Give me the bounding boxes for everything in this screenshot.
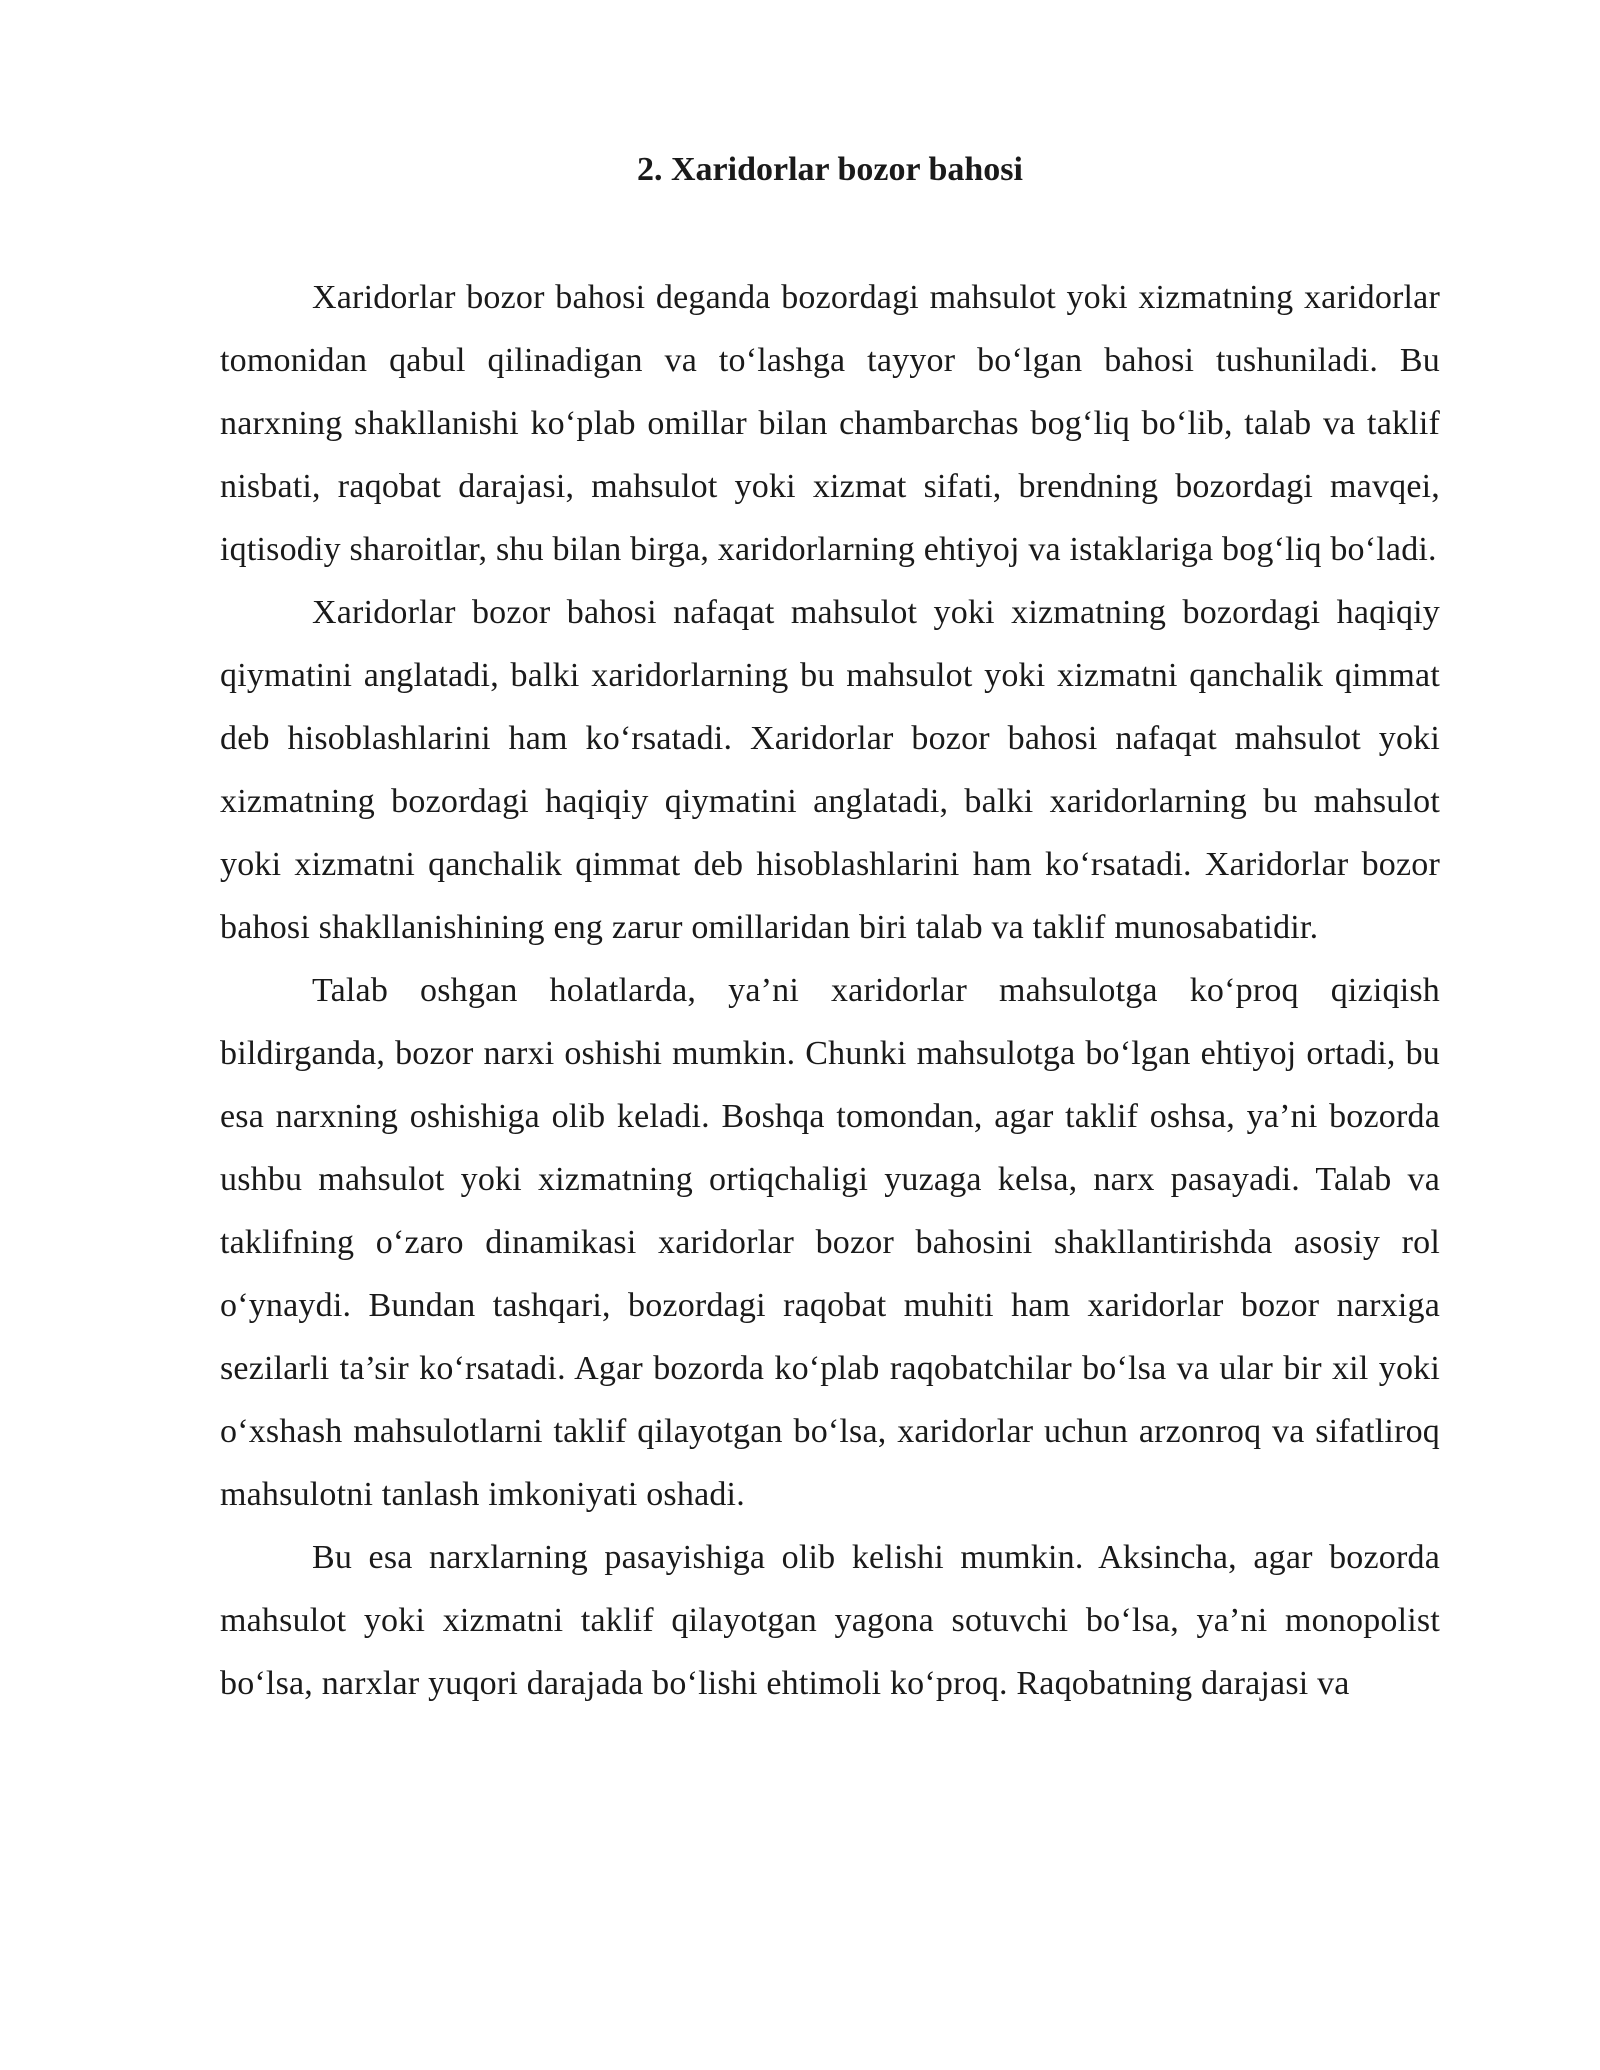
paragraph-2: Xaridorlar bozor bahosi nafaqat mahsulot yoki xizmatning bozordagi haqiqiy qiymatini anglatadi, balki xaridorlarning bu mahsulot yoki xizmatni qanchalik qimmat deb hisoblashlarini ham ko‘rsatadi. Xaridorlar bozor bahosi nafaqat mahsulot yoki xizmatning bozordagi haqiqiy qiymatini anglatadi, balki xaridorlarning bu mahsulot yoki xizmatni qanchalik qimmat deb hisoblashlarini ham ko‘rsatadi. Xaridorlar bozor bahosi shakllanishining eng zarur omillaridan biri talab va taklif munosabatidir. [220,594,1440,946]
document-page [220,140,1440,1715]
section-heading: 2. Xaridorlar bozor bahosi [637,151,1023,188]
paragraph-1: Xaridorlar bozor bahosi deganda bozordagi mahsulot yoki xizmatning xaridorlar tomonidan qabul qilinadigan va to‘lashga tayyor bo‘lgan bahosi tushuniladi. Bu narxning shakllanishi ko‘plab omillar bilan chambarchas bog‘liq bo‘lib, talab va taklif nisbati, raqobat darajasi, mahsulot yoki xizmat sifati, brendning bozordagi mavqei, iqtisodiy sharoitlar, shu bilan birga, xaridorlarning ehtiyoj va istaklariga bog‘liq bo‘ladi. [220,279,1440,568]
paragraph-4: Bu esa narxlarning pasayishiga olib kelishi mumkin. Aksincha, agar bozorda mahsulot yoki xizmatni taklif qilayotgan yagona sotuvchi bo‘lsa, ya’ni monopolist bo‘lsa, narxlar yuqori darajada bo‘lishi ehtimoli ko‘proq. Raqobatning darajasi va [220,1539,1440,1702]
paragraph-3: Talab oshgan holatlarda, ya’ni xaridorlar mahsulotga ko‘proq qiziqish bildirganda, bozor narxi oshishi mumkin. Chunki mahsulotga bo‘lgan ehtiyoj ortadi, bu esa narxning oshishiga olib keladi. Boshqa tomondan, agar taklif oshsa, ya’ni bozorda ushbu mahsulot yoki xizmatning ortiqchaligi yuzaga kelsa, narx pasayadi. Talab va taklifning o‘zaro dinamikasi xaridorlar bozor bahosini shakllantirishda asosiy rol o‘ynaydi. Bundan tashqari, bozordagi raqobat muhiti ham xaridorlar bozor narxiga sezilarli ta’sir ko‘rsatadi. Agar bozorda ko‘plab raqobatchilar bo‘lsa va ular bir xil yoki o‘xshash mahsulotlarni taklif qilayotgan bo‘lsa, xaridorlar uchun arzonroq va sifatliroq mahsulotni tanlash imkoniyati oshadi. [220,972,1440,1513]
